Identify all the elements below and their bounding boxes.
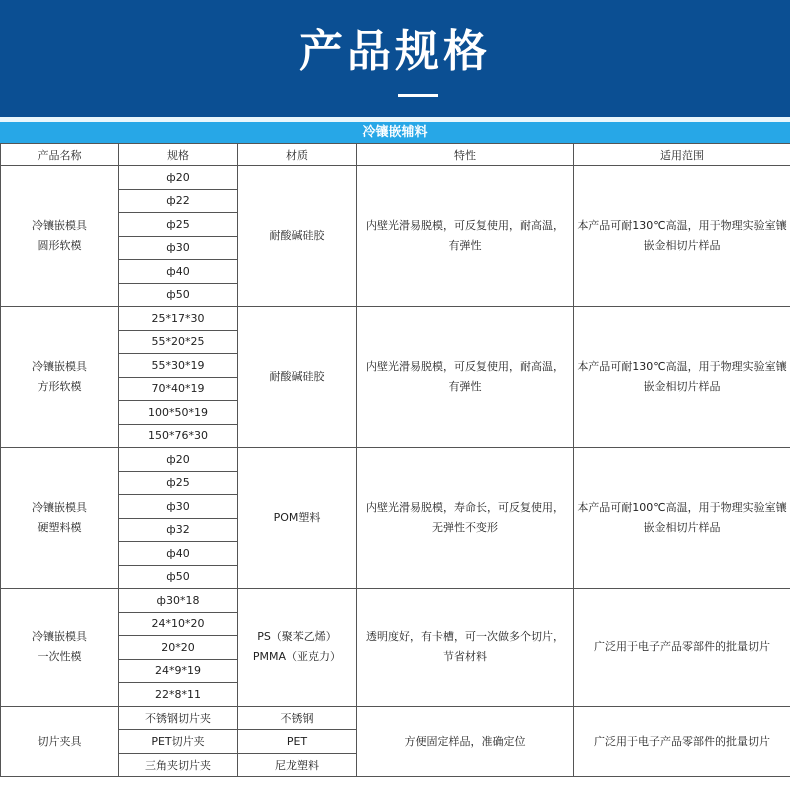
product-name-cell-line: 方形软模: [37, 380, 82, 393]
spec-cell: PET切片夹: [119, 730, 238, 754]
feature-cell-line: 有弹性: [448, 380, 482, 393]
spec-table: [0, 143, 790, 777]
material-cell-line: 耐酸碱硅胶: [269, 229, 325, 242]
col-header-spec: 规格: [119, 144, 238, 166]
title-underline: [398, 94, 438, 97]
scope-cell-line: 本产品可耐100℃高温，用于物理实验室镶: [577, 501, 787, 514]
feature-cell: [357, 589, 574, 707]
table-header-row: [1, 144, 790, 166]
feature-cell-line: 内壁光滑易脱模，可反复使用，耐高温，: [366, 219, 564, 232]
scope-cell: [574, 448, 790, 589]
product-name-cell: [1, 589, 119, 707]
feature-cell-line: 内壁光滑易脱模，寿命长，可反复使用，: [366, 501, 564, 514]
section-title: 冷镶嵌辅料: [0, 122, 790, 143]
scope-cell: [574, 166, 790, 307]
scope-cell-line: 嵌金相切片样品: [643, 380, 721, 393]
feature-cell: [357, 166, 574, 307]
feature-cell: [357, 448, 574, 589]
scope-cell-line: 本产品可耐130℃高温，用于物理实验室镶: [577, 360, 787, 373]
table-row: [1, 706, 790, 730]
table-row: [1, 307, 790, 331]
spec-cell: 100*50*19: [119, 401, 238, 425]
col-header-scope: 适用范围: [574, 144, 790, 166]
scope-cell: [574, 589, 790, 707]
material-cell: [238, 589, 357, 707]
feature-cell-line: 节省材料: [443, 650, 487, 664]
col-header-name: 产品名称: [1, 144, 119, 166]
spec-cell: 55*20*25: [119, 330, 238, 354]
scope-cell: 广泛用于电子产品零部件的批量切片: [574, 706, 790, 777]
material-cell-line: POM塑料: [273, 511, 321, 524]
spec-cell: 不锈钢切片夹: [119, 706, 238, 730]
material-cell: 尼龙塑料: [238, 753, 357, 777]
table-row: [1, 166, 790, 190]
product-name-cell-line: 一次性模: [37, 650, 82, 664]
product-name-cell-line: 硬塑料模: [37, 521, 82, 534]
material-cell: 不锈钢: [238, 706, 357, 730]
spec-cell: ф30*18: [119, 589, 238, 613]
spec-cell: 25*17*30: [119, 307, 238, 331]
spec-cell: 22*8*11: [119, 683, 238, 707]
header-banner: [0, 0, 790, 117]
feature-cell: 方便固定样品，准确定位: [357, 706, 574, 777]
spec-cell: ф20: [119, 448, 238, 472]
spec-cell: 20*20: [119, 636, 238, 660]
product-name-cell: [1, 166, 119, 307]
table-row: [1, 589, 790, 613]
spec-cell: 150*76*30: [119, 424, 238, 448]
feature-cell: [357, 307, 574, 448]
spec-cell: ф50: [119, 565, 238, 589]
spec-cell: ф22: [119, 189, 238, 213]
feature-cell-line: 有弹性: [448, 239, 482, 252]
product-name-cell-line: 冷镶嵌模具: [32, 219, 87, 232]
material-cell: PET: [238, 730, 357, 754]
feature-cell-line: 透明度好，有卡槽，可一次做多个切片，: [366, 630, 564, 644]
spec-cell: 70*40*19: [119, 377, 238, 401]
material-cell-line: PMMA（亚克力）: [252, 650, 342, 664]
spec-cell: ф40: [119, 542, 238, 566]
product-name-cell: [1, 448, 119, 589]
scope-cell-line: 嵌金相切片样品: [643, 239, 721, 252]
scope-cell-line: 广泛用于电子产品零部件的批量切片: [594, 640, 770, 654]
col-header-material: 材质: [238, 144, 357, 166]
spec-cell: 24*9*19: [119, 659, 238, 683]
table-body: [1, 166, 790, 777]
material-cell: [238, 166, 357, 307]
spec-cell: 55*30*19: [119, 354, 238, 378]
product-name-cell-line: 冷镶嵌模具: [32, 360, 87, 373]
scope-cell-line: 嵌金相切片样品: [643, 521, 721, 534]
product-name-cell-line: 圆形软模: [37, 239, 82, 252]
page-title: 产品规格: [299, 26, 491, 77]
col-header-feature: 特性: [357, 144, 574, 166]
scope-cell: [574, 307, 790, 448]
spec-cell: ф25: [119, 471, 238, 495]
spec-cell: ф40: [119, 260, 238, 284]
material-cell: [238, 448, 357, 589]
material-cell: [238, 307, 357, 448]
product-name-cell-line: 冷镶嵌模具: [32, 501, 87, 514]
spec-cell: ф32: [119, 518, 238, 542]
feature-cell-line: 内壁光滑易脱模，可反复使用，耐高温，: [366, 360, 564, 373]
spec-cell: ф20: [119, 166, 238, 190]
product-name-cell: [1, 307, 119, 448]
product-name-cell-line: 冷镶嵌模具: [32, 630, 87, 644]
spec-cell: ф50: [119, 283, 238, 307]
material-cell-line: 耐酸碱硅胶: [269, 370, 325, 383]
material-cell-line: PS（聚苯乙烯）: [257, 630, 337, 644]
spec-cell: ф30: [119, 236, 238, 260]
spec-cell: ф30: [119, 495, 238, 519]
spec-cell: 24*10*20: [119, 612, 238, 636]
spec-cell: 三角夹切片夹: [119, 753, 238, 777]
spec-cell: ф25: [119, 213, 238, 237]
product-name-cell: 切片夹具: [1, 706, 119, 777]
table-row: [1, 448, 790, 472]
feature-cell-line: 无弹性不变形: [432, 521, 498, 534]
scope-cell-line: 本产品可耐130℃高温，用于物理实验室镶: [577, 219, 787, 232]
